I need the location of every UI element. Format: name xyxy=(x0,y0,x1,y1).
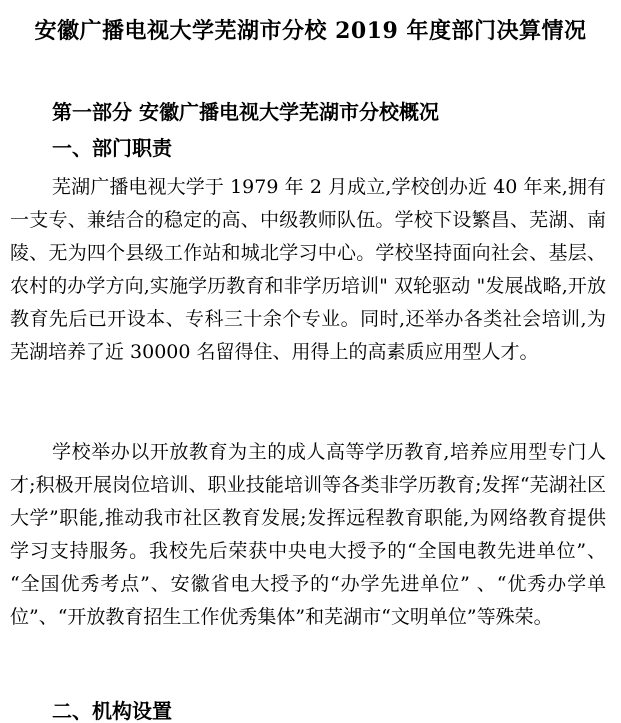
section-heading: 一、部门职责 xyxy=(52,136,172,160)
next-section-heading-cut-off: 二、机构设置 xyxy=(52,699,172,723)
part-heading: 第一部分 安徽广播电视大学芜湖市分校概况 xyxy=(52,100,439,124)
body-paragraph: 芜湖广播电视大学于 1979 年 2 月成立,学校创办近 40 年来,拥有一支专、兼结合的稳定的高、中级教师队伍。学校下设繁昌、芜湖、南陵、无为四个县级工作站和城北学习中心。学校坚持面向社会、基层、农村的办学方向,实施学历教育和非学历培训" 双轮驱动 "发展战略,开放教育先后已开设本、专科三十余个专业。同时,还举办各类社会培训,为芜湖培养了近 30000 名留得住、用得上的高素质应用型人才。 xyxy=(10,176,606,363)
document-title: 安徽广播电视大学芜湖市分校 2019 年度部门决算情况 xyxy=(34,18,587,44)
body-paragraph: 学校举办以开放教育为主的成人高等学历教育,培养应用型专门人才;积极开展岗位培训、职业技能培训等各类非学历教育;发挥“芜湖社区大学”职能,推动我市社区教育发展;发挥远程教育职能,为网络教育提供学习支持服务。我校先后荣获中央电大授予的“全国电教先进单位”、 “全国优秀考点”、安徽省电大授予的“办学先进单位” 、“优秀办学单位”、“开放教育招生工作优秀集体”和芜湖市“文明单位”等殊荣。 xyxy=(10,441,606,628)
